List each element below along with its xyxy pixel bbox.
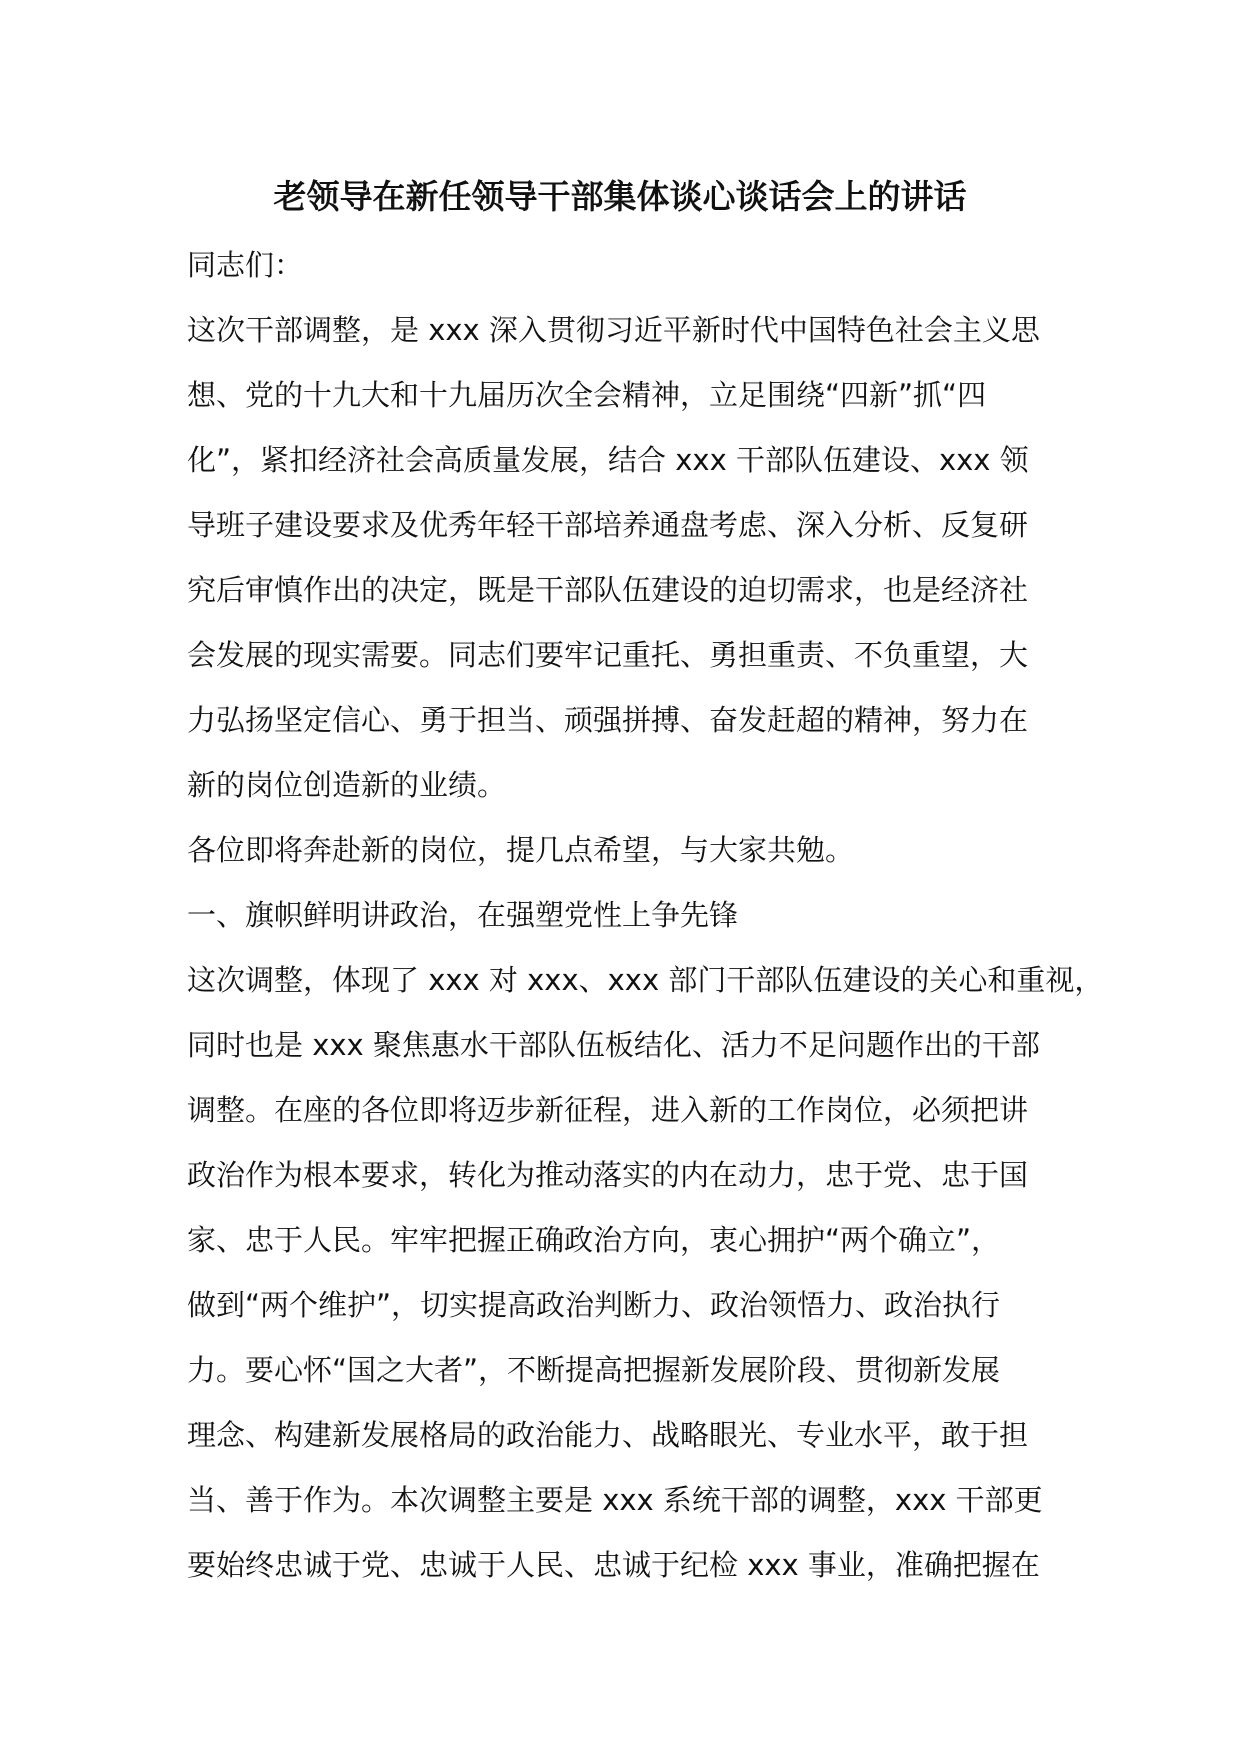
paragraph-line: 化”，紧扣经济社会高质量发展，结合 xxx 干部队伍建设、xxx 领 (187, 443, 1029, 477)
paragraph-line: 各位即将奔赴新的岗位，提几点希望，与大家共勉。 (187, 833, 855, 867)
document-title: 老领导在新任领导干部集体谈心谈话会上的讲话 (273, 177, 967, 216)
paragraph-line: 做到“两个维护”，切实提高政治判断力、政治领悟力、政治执行 (187, 1288, 1001, 1322)
paragraph-line: 导班子建设要求及优秀年轻干部培养通盘考虑、深入分析、反复研 (187, 508, 1029, 542)
paragraph-line: 这次调整，体现了 xxx 对 xxx、xxx 部门干部队伍建设的关心和重视， (187, 963, 1104, 997)
paragraph-line: 要始终忠诚于党、忠诚于人民、忠诚于纪检 xxx 事业，准确把握在 (187, 1548, 1040, 1582)
paragraph-line: 家、忠于人民。牢牢把握正确政治方向，衷心拥护“两个确立”， (187, 1223, 1001, 1257)
paragraph-line: 新的岗位创造新的业绩。 (187, 768, 507, 802)
paragraph-line: 想、党的十九大和十九届历次全会精神，立足围绕“四新”抓“四 (187, 378, 987, 412)
paragraph-line: 这次干部调整，是 xxx 深入贯彻习近平新时代中国特色社会主义思 (187, 313, 1040, 347)
salutation: 同志们： (187, 248, 304, 282)
paragraph-line: 力弘扬坚定信心、勇于担当、顽强拼搏、奋发赶超的精神，努力在 (187, 703, 1029, 737)
paragraph-line: 会发展的现实需要。同志们要牢记重托、勇担重责、不负重望，大 (187, 638, 1029, 672)
paragraph-line: 力。要心怀“国之大者”，不断提高把握新发展阶段、贯彻新发展 (187, 1353, 1001, 1387)
paragraph-line: 理念、构建新发展格局的政治能力、战略眼光、专业水平，敢于担 (187, 1418, 1029, 1452)
section-heading: 一、旗帜鲜明讲政治，在强塑党性上争先锋 (187, 898, 739, 932)
paragraph-line: 当、善于作为。本次调整主要是 xxx 系统干部的调整，xxx 干部更 (187, 1483, 1043, 1517)
paragraph-line: 调整。在座的各位即将迈步新征程，进入新的工作岗位，必须把讲 (187, 1093, 1029, 1127)
paragraph-line: 同时也是 xxx 聚焦惠水干部队伍板结化、活力不足问题作出的干部 (187, 1028, 1040, 1062)
paragraph-line: 政治作为根本要求，转化为推动落实的内在动力，忠于党、忠于国 (187, 1158, 1029, 1192)
paragraph-line: 究后审慎作出的决定，既是干部队伍建设的迫切需求，也是经济社 (187, 573, 1029, 607)
